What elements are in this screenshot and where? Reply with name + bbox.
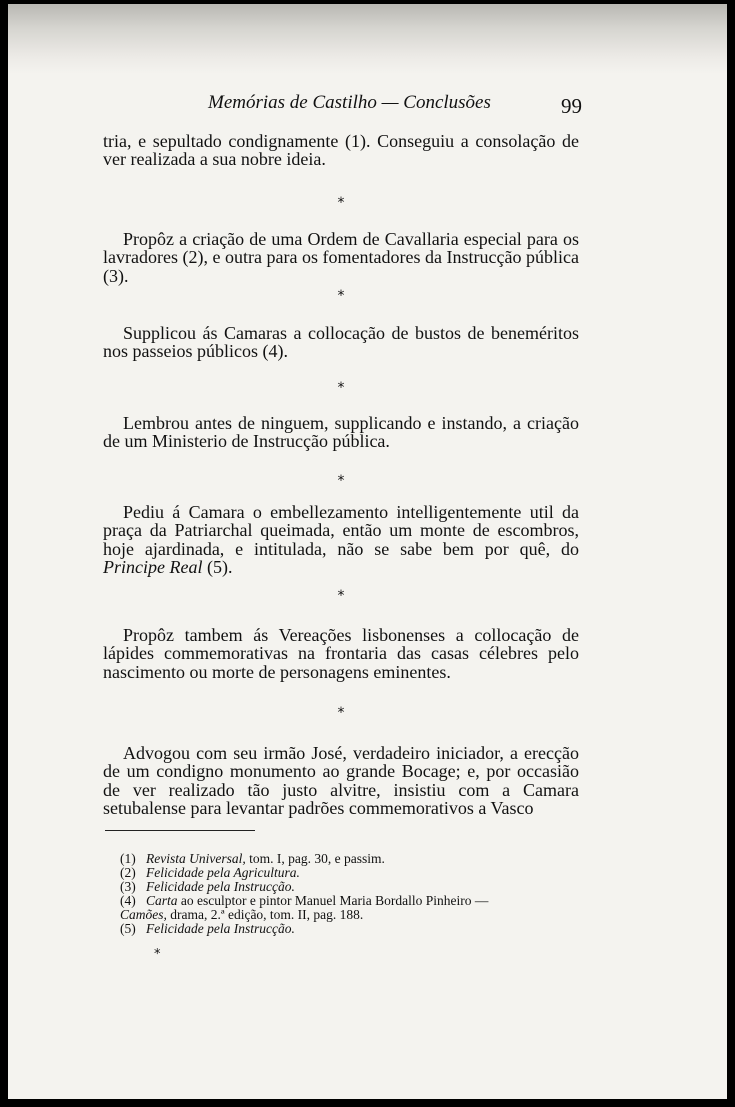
paragraph-5-text: Pediu á Camara o embellezamento intelligentemente util da praça da Patriarchal queimada, então um monte de escombros, hoje ajardinada, e intitulada, não se sabe bem por quê, do bbox=[103, 502, 579, 559]
footnote-source: Felicidade pela Instrucção. bbox=[146, 879, 295, 894]
footnote-source: Carta bbox=[146, 893, 178, 908]
footnote-number: (2) bbox=[120, 865, 136, 880]
scan-shadow bbox=[8, 4, 727, 74]
footnote-source: Camões, bbox=[120, 907, 167, 922]
paragraph-1: tria, e sepultado condignamente (1). Conseguiu a consolação de ver realizada a sua nobre ideia. bbox=[103, 131, 579, 170]
footnote-4 bbox=[120, 894, 590, 908]
footnote-number: (3) bbox=[120, 879, 136, 894]
footnote-4-continued bbox=[120, 908, 590, 922]
footnote-2 bbox=[120, 866, 590, 880]
section-separator: * bbox=[337, 705, 345, 721]
footnote-rule bbox=[105, 830, 255, 831]
running-title: Memórias de Castilho — Conclusões bbox=[208, 92, 491, 113]
footnote-number: (5) bbox=[120, 921, 136, 936]
footnote-number: (1) bbox=[120, 851, 136, 866]
footnote-3 bbox=[120, 880, 590, 894]
section-separator: * bbox=[337, 288, 345, 304]
section-separator: * bbox=[337, 473, 345, 489]
footnotes-end-mark: * bbox=[154, 947, 161, 962]
footnote-source: Felicidade pela Agricultura. bbox=[146, 865, 300, 880]
footnote-1 bbox=[120, 852, 590, 866]
paragraph-5-end: (5). bbox=[202, 557, 233, 578]
paragraph-5-italic: Principe Real bbox=[103, 557, 203, 578]
paragraph-7: Advogou com seu irmão José, verdadeiro iniciador, a erecção de um condigno monumento ao grande Bocage; e, por occasião de ver realizado tão justo alvitre, insistiu com a Camara setubalense para levantar padrões commemorativos a Vasco bbox=[103, 743, 579, 819]
footnote-text: ao esculptor e pintor Manuel Maria Bordallo Pinheiro — bbox=[177, 893, 489, 908]
page-header bbox=[8, 90, 727, 120]
paragraph-3: Supplicou ás Camaras a collocação de bustos de beneméritos nos passeios públicos (4). bbox=[103, 323, 579, 362]
footnote-source: Revista Universal, bbox=[146, 851, 246, 866]
section-separator: * bbox=[337, 195, 345, 211]
paragraph-6: Propôz tambem ás Vereações lisbonenses a collocação de lápides commemorativas na frontaria das casas célebres pelo nascimento ou morte de personagens eminentes. bbox=[103, 625, 579, 682]
section-separator: * bbox=[337, 588, 345, 604]
paragraph-5 bbox=[103, 503, 579, 577]
footnote-source: Felicidade pela Instrucção. bbox=[146, 921, 295, 936]
paragraph-4: Lembrou antes de ninguem, supplicando e instando, a criação de um Ministerio de Instrucção pública. bbox=[103, 413, 579, 452]
footnote-text: drama, 2.ª edição, tom. II, pag. 188. bbox=[166, 907, 364, 922]
footnote-5 bbox=[120, 922, 590, 936]
book-page bbox=[8, 4, 727, 1099]
footnotes bbox=[120, 852, 590, 936]
page-number: 99 bbox=[561, 94, 582, 118]
paragraph-2: Propôz a criação de uma Ordem de Cavallaria especial para os lavradores (2), e outra para os fomentadores da Instrucção pública (3). bbox=[103, 229, 579, 286]
section-separator: * bbox=[337, 380, 345, 396]
footnote-text: tom. I, pag. 30, e passim. bbox=[245, 851, 385, 866]
footnote-number: (4) bbox=[120, 893, 136, 908]
